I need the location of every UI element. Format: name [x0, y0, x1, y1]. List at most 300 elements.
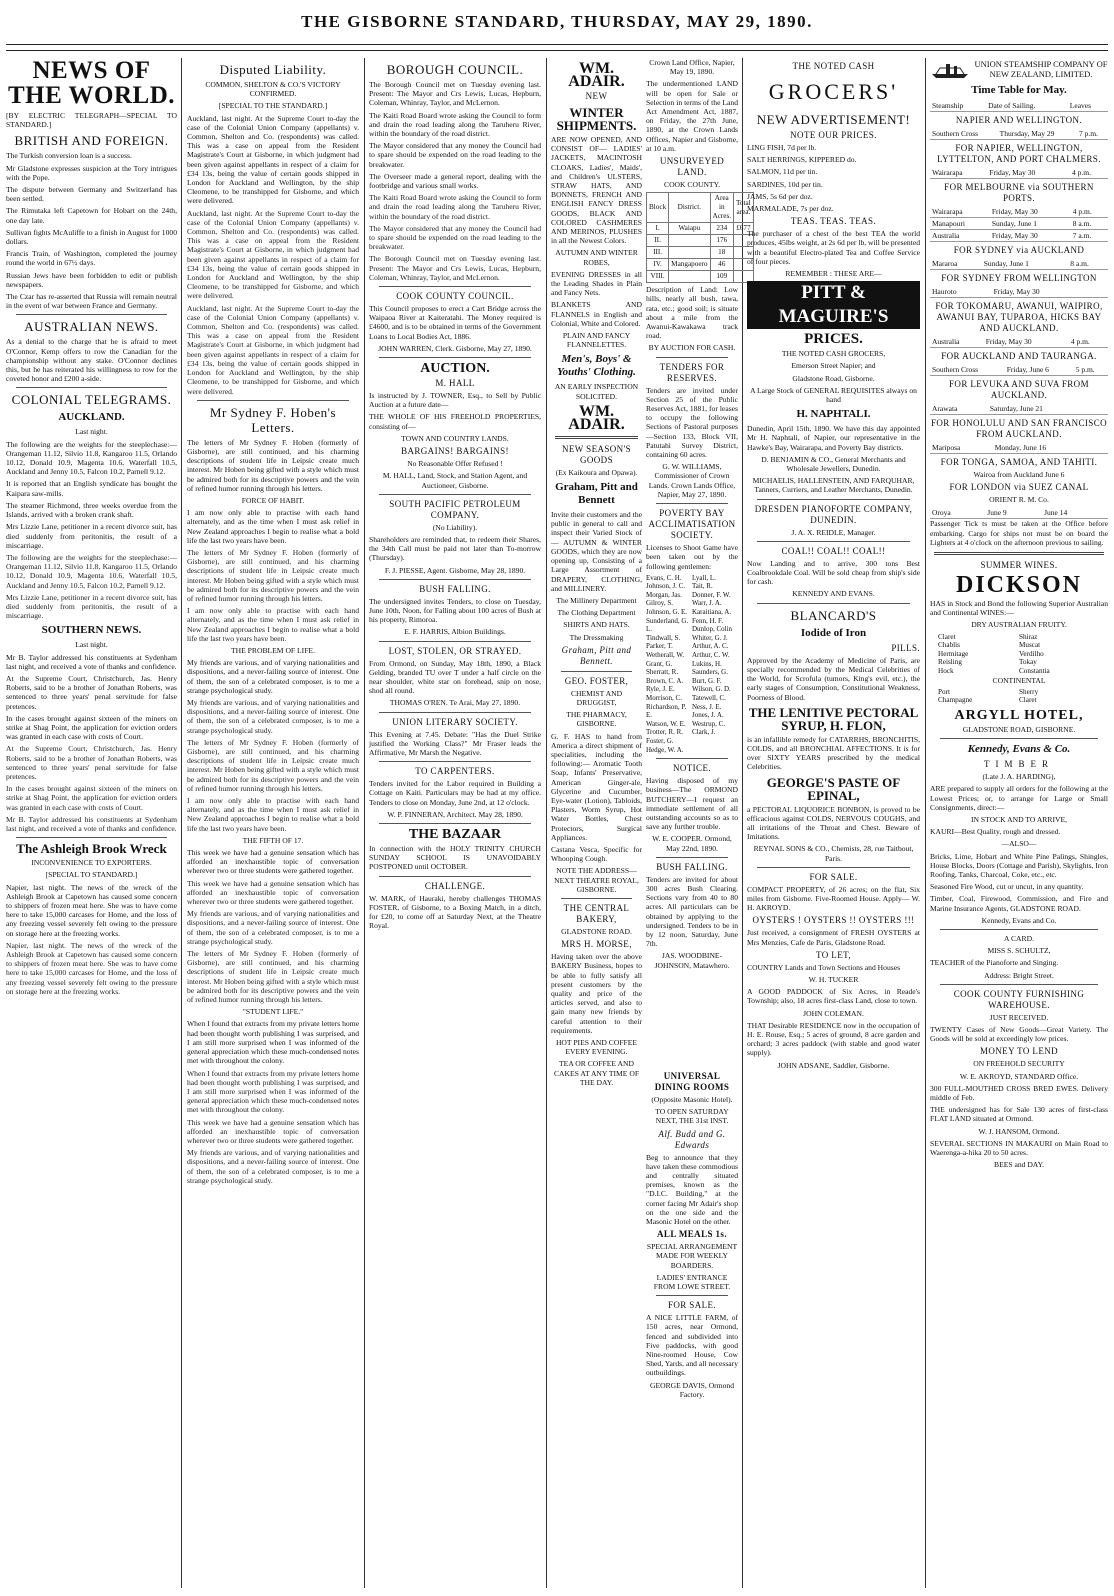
table-cell: Monday, June 16 — [993, 442, 1100, 454]
ad-heading: WINTER SHIPMENTS. — [556, 105, 637, 133]
ad-heading: GEO. FOSTER, — [564, 675, 629, 686]
ad-text: COUNTRY Lands and Town Sections and Houses — [747, 962, 901, 972]
list-item: Grant, G. — [646, 659, 673, 668]
list-item: Tindwall, S. — [646, 633, 681, 642]
ad-text: TEA OR COFFEE AND CAKES AT ANY TIME OF THE DAY. — [553, 1059, 640, 1087]
route-heading: FOR HONOLULU AND SAN FRANCISCO FROM AUCKLAND. — [930, 418, 1108, 439]
divider — [379, 641, 531, 642]
divider — [555, 436, 638, 439]
ad-text: TO OPEN SATURDAY NEXT, THE 31st INST. — [655, 1107, 729, 1126]
news-item: Last night. — [75, 427, 108, 437]
ad-heading: Alf. Budd and G. Edwards — [658, 1128, 726, 1150]
divider — [379, 286, 531, 287]
ad-subheading: (Opposite Masonic Hotel). — [651, 1095, 733, 1104]
subheading: FORCE OF HABIT. — [241, 495, 305, 505]
news-item: Mrs Lizzie Lane, petitioner in a recent divorce suit, has died suddenly from peritonitis, the result of a miscarriage. — [6, 522, 177, 550]
subheading: THE PROBLEM OF LIFE. — [231, 645, 315, 655]
ad-text: a PECTORAL LIQUORICE BONBON, is proved to be efficacious against COLDS, NERVOUS COUGHS, and all irritations of the Throat and Chest. Beware of Imitations. — [747, 804, 920, 842]
ad-signature: BEES and DAY. — [994, 1160, 1044, 1170]
list-item: Claret — [1019, 696, 1037, 705]
ad-text: Shareholders are reminded that, to redeem their Shares, the 34th Call must be paid not later than To-morrow (Thursday). — [369, 534, 541, 563]
table-cell: III. — [647, 247, 669, 259]
timetable — [930, 167, 1108, 179]
news-item: The Czar has re-asserted that Russia will remain neutral in the event of war between France and Germany. — [6, 292, 177, 311]
article-text: My friends are various, and of varying nationalities and dispositions, and a never-failing source of interest. One of them, the son of a celebrated composer, is to me a strange psychological study. — [187, 909, 359, 946]
ad-text: The Millinery Department — [556, 595, 637, 605]
table-cell: Mararoa — [930, 258, 982, 270]
column-divider — [364, 58, 365, 1588]
table-cell: I. — [647, 223, 669, 235]
list-item: Sherry — [1019, 687, 1039, 696]
table-row — [930, 218, 1108, 230]
table-cell: 176 — [710, 235, 734, 247]
price-item: LING FISH, 7d per lb. — [747, 143, 817, 152]
divider — [757, 541, 910, 542]
news-item: Mr B. Taylor addressed his constituents at Sydenham last night, and received a vote of thanks and confidence. — [6, 814, 177, 833]
ad-signature: Kennedy, Evans and Co. — [981, 915, 1057, 925]
ad-heading: OYSTERS ! OYSTERS !! OYSTERS !!! — [752, 915, 915, 926]
table-header-cell: Leaves — [1068, 100, 1108, 112]
price-item: SALMON, 11d per tin. — [747, 167, 818, 177]
ad-signature: M. HALL, Land, Stock, and Station Agent, and Auctioneer, Gisborne. — [382, 471, 528, 490]
news-item: Sullivan fights McAuliffe to a finish in August for 1000 dollars. — [6, 227, 177, 247]
ad-text: Having disposed of my business—The ORMOND BUTCHERY—I request an immediate settlement of all outstanding accounts so as to save any further trouble. — [646, 776, 738, 832]
divider — [757, 603, 910, 604]
table-header-cell: Total area. — [734, 193, 754, 223]
ad-signature: W. J. HANSOM, Ormond. — [978, 1126, 1060, 1136]
ad-heading: BUSH FALLING. — [656, 861, 728, 872]
ad-text: Seasoned Fire Wood, cut or uncut, in any quantity. — [930, 882, 1084, 892]
subcolumn-adair — [551, 58, 642, 1590]
ad-heading: COOK COUNTY FURNISHING WAREHOUSE. — [953, 988, 1085, 1010]
list-item: Lyall, L. — [692, 573, 716, 582]
table-cell: 8 a.m. — [1068, 258, 1108, 270]
table-row — [647, 259, 754, 271]
steamship-icon — [930, 58, 970, 80]
ad-text: BLANKETS AND FLANNELS in English and Colonial, White and Colored. — [551, 300, 642, 328]
ad-text: From Ormond, on Sunday, May 18th, 1890, a Black Gelding, branded TU over T under a half circle on the near shoulder, white star on forehead, snip on nose, shod all round. — [369, 658, 541, 696]
table-cell: Sunday, June 1 — [990, 218, 1071, 230]
ad-heading: THE LENITIVE PECTORAL SYRUP, H. FLON, — [748, 704, 919, 733]
ad-text: Timber, Coal, Firewood, Commission, and Fire and Marine Insurance Agents, GLADSTONE ROAD. — [930, 894, 1108, 913]
ad-heading: Men's, Boys' & Youths' Clothing. — [557, 353, 636, 379]
ad-signature: W. H. TUCKER — [808, 974, 859, 984]
column-divider — [925, 58, 926, 1588]
price-item: JAMS, 5s 6d per doz. — [747, 191, 813, 201]
ad-text: Just received, a consignment of FRESH OYSTERS at Mrs Menzies, Cafe de Paris, Gladstone Road. — [747, 928, 920, 947]
ad-heading: SOUTH PACIFIC PETROLEUM COMPANY. — [389, 498, 521, 520]
column-news-of-the-world — [6, 58, 177, 1590]
ad-heading: ALL MEALS 1s. — [657, 1229, 727, 1240]
ad-heading: NEW ADVERTISEMENT! — [756, 112, 911, 127]
news-item: The dispute between Germany and Switzerland has been settled. — [6, 185, 177, 204]
ad-text: Address: Bright Street. — [984, 970, 1054, 980]
table-cell — [1100, 403, 1108, 415]
table-cell: Manapouri — [930, 218, 990, 230]
ad-signature: W. P. FINNERAN, Architect. May 28, 1890. — [387, 809, 523, 819]
divider — [934, 552, 1104, 555]
route-note: Wairoa from Auckland June 6 — [973, 470, 1065, 479]
list-item: Ness, J. E. — [692, 702, 722, 711]
table-cell — [1100, 442, 1108, 454]
timetable — [930, 336, 1108, 348]
table-cell: 4 p.m. — [1070, 167, 1108, 179]
list-item: Port — [938, 687, 950, 696]
ad-heading: FOR SALE. — [667, 1300, 717, 1311]
ad-heading: PRICES. — [804, 331, 863, 348]
table-cell: 18 — [710, 247, 734, 259]
ad-subheading: JUST RECEIVED. — [989, 1012, 1049, 1022]
byline: [BY ELECTRIC TELEGRAPH—SPECIAL TO STANDARD.] — [6, 111, 177, 130]
special-note: [SPECIAL TO STANDARD.] — [45, 870, 138, 880]
table-row — [647, 247, 754, 259]
news-item: In the cases brought against sixteen of the miners on strike at Shag Point, the application for eviction orders was granted in each case with costs of Court. — [6, 784, 177, 812]
list-item: Brown, C. A. — [646, 676, 684, 685]
list-item: Hedge, W. A. — [646, 745, 684, 754]
ad-heading: UNSURVEYED LAND. — [659, 156, 725, 178]
route-heading: FOR AUCKLAND AND TAURANGA. — [941, 351, 1097, 361]
masthead: THE GISBORNE STANDARD, THURSDAY, MAY 29, 1890. — [301, 12, 813, 31]
licensee-list — [646, 574, 738, 754]
wine-list-a — [938, 688, 1019, 705]
list-item: Reisling — [938, 658, 962, 667]
article-text: This week we have had a genuine sensation which has afforded an inexhaustible topic of conversation wherever two or three students were gathered together. — [187, 848, 359, 876]
ad-text: The Clothing Department — [557, 608, 636, 618]
table-cell: Oroya — [930, 507, 985, 519]
ad-text: Castana Vesca, Specific for Whooping Cough. — [551, 844, 642, 864]
ad-signature: GEORGE DAVIS, Ormond Factory. — [649, 1380, 735, 1399]
table-cell: Friday, May 30 — [990, 230, 1071, 242]
timetable — [930, 442, 1108, 454]
table-header-row — [647, 193, 754, 223]
ad-heading: MISS S. SCHULTZ, — [987, 946, 1051, 956]
section-heading: AUSTRALIAN NEWS. — [24, 319, 159, 335]
ad-heading: MONEY TO LEND — [979, 1046, 1059, 1057]
divider — [940, 738, 1098, 739]
ad-heading: POVERTY BAY ACCLIMATISATION SOCIETY. — [648, 508, 736, 541]
ad-heading: FOR SALE. — [809, 871, 858, 882]
list-item: Watson, W. E. — [646, 719, 686, 728]
column-divider — [181, 58, 182, 1588]
news-item: Russian Jews have been forbidden to edit or publish newspapers. — [6, 270, 177, 289]
list-item: Tatewell, C. — [692, 694, 726, 703]
ad-subheading: TEAS. TEAS. TEAS. — [790, 216, 877, 227]
divider — [656, 758, 728, 759]
list-item: Karaitiana, A. — [692, 608, 732, 617]
divider — [379, 579, 531, 580]
ad-subheading: BY AUCTION FOR CASH. — [648, 343, 736, 353]
ad-subheading: GLADSTONE ROAD. — [561, 926, 632, 936]
ad-heading: WM. ADAIR. — [568, 402, 625, 433]
ad-heading: AUCTION. — [420, 361, 490, 377]
ad-signature: W. E. COOPER. Ormond, May 22nd, 1890. — [652, 834, 732, 853]
ad-heading: NOTICE. — [672, 763, 712, 774]
article-text: The letters of Mr Sydney F. Hoben (formerly of Gisborne), are still continued, and his charming descriptions of student life in Leipsic create much interest. Mr Hoben being gifted with a style which must be admired both for its descriptive powers and the vein of refined humor running through his letters. — [187, 737, 359, 793]
ad-subheading: M. HALL — [435, 378, 475, 389]
ad-subheading: Crown Land Office, Napier, May 19, 1890. — [649, 58, 735, 77]
article-text: I am now only able to practise with each hand alternately, and as the time when I must ask relief in New Zealand approaches I begin to realise what a bold life the last two years have been. — [187, 508, 359, 545]
news-item: The following are the weights for the steeplechase:—Orangeman 11.12, Silvio 11.8, Kangaroo 11.5, Orlando 10.12, Donald 10.9, Magenta 10.6, Waterfall 10.5, Auckland and Jenny 10.5, Falcon 10.2, Parnell 9.12. — [6, 439, 177, 477]
news-item: At the Supreme Court, Christchurch, Jas. Henry Roberts, said to be a brother of Jonathan Roberts, was sentenced to three years' penal servitude for false pretences. — [6, 673, 177, 711]
list-item: Parker, T. — [646, 642, 673, 651]
ad-heading: UNION LITERARY SOCIETY. — [392, 716, 518, 727]
route-heading: FOR MELBOURNE via SOUTHERN PORTS. — [944, 182, 1094, 203]
ad-text: A GOOD PADDOCK of Six Acres, in Reade's Township; also, 18 acres first-class Land, close to town. — [747, 987, 920, 1006]
union-header — [930, 58, 1108, 80]
list-item: Fenn, H. F. — [692, 616, 724, 625]
wine-list-b — [1019, 688, 1100, 705]
table-cell: 234 — [710, 223, 734, 235]
subsection-heading: AUCKLAND. — [58, 411, 125, 424]
table-row — [930, 258, 1108, 270]
wine-list-continental — [930, 688, 1108, 705]
article-text: The letters of Mr Sydney F. Hoben (formerly of Gisborne), are still continued, and his charming descriptions of student life in Leipsic create much interest. Mr Hoben being gifted with a style which must be admired both for its descriptive powers and the vein of refined humor running through his letters. — [187, 547, 359, 603]
ad-subheading: THE PHARMACY, GISBORNE. — [566, 710, 627, 729]
table-cell — [1099, 286, 1108, 298]
divider — [379, 357, 531, 358]
ad-subheading: COOK COUNTY. — [664, 180, 720, 190]
ad-signature: JOHN COLEMAN. — [803, 1008, 864, 1018]
ad-text: Tenders are invited under Section 25 of the Public Reserves Act, 1881, for leases to occupy the following Sections of Pastoral purposes—Section 133, Block VII, Patutahi Survey District, containing 60 acres. — [646, 385, 738, 460]
news-item: The following are the weights for the steeplechase:—Orangeman 11.12, Silvio 11.8, Kangaroo 11.5, Orlando 10.12, Donald 10.9, Magenta 10.6, Waterfall 10.5, Auckland and Jenny 10.5, Falcon 10.2, Parnell 9.12. — [6, 552, 177, 590]
column-divider — [546, 58, 547, 1588]
ad-text: TOWN AND COUNTRY LANDS. — [401, 433, 509, 443]
column-grocers — [747, 58, 920, 1590]
ad-text: TWENTY Cases of New Goods—Great Variety. The Goods will be sold at exceedingly low prices. — [930, 1025, 1108, 1044]
ad-text: Dunedin, April 15th, 1890. We have this day appointed Mr H. Naphtali, of Napier, our representative in the Hawke's Bay, Wairarapa, and Poverty Bay districts. — [747, 424, 920, 452]
divider — [656, 1295, 728, 1296]
column-divider — [742, 58, 743, 1588]
ad-text: TEACHER of the Pianoforte and Singing. — [930, 958, 1059, 968]
article-text: The letters of Mr Sydney F. Hoben (formerly of Gisborne), are still continued, and his charming descriptions of student life in Leipsic create much interest. Mr Hoben being gifted with a style which must be admired both for its descriptive powers and the vein of refined humor running through his letters. — [187, 437, 359, 493]
ad-heading: BLANCARD'S — [790, 607, 877, 623]
news-item: Mrs Lizzie Lane, petitioner in a recent divorce suit, has died suddenly from peritonitis, the result of a miscarriage. — [6, 592, 177, 621]
list-item: Hock — [938, 667, 954, 675]
ad-signature: W. E. AKROYD, STANDARD Office. — [959, 1071, 1079, 1081]
article-text: Auckland, last night. At the Supreme Court to-day the case of the Colonial Union Company (appellants) v. Common, Shelton and Co. (respondents) was called. This was a case on appeal from the Resident Magistrate's Court at Gisborne, in which judgment had been given against appellants in respect of a claim for £34 13s, being the value of certain goods shipped in London for Auckland and Wellington, by the ship Cleomene, to be transhipped for Gisborne, and which were delivered. — [187, 303, 359, 396]
article-text: Auckland, last night. At the Supreme Court to-day the case of the Colonial Union Company (appellants) v. Common, Shelton and Co. (respondents) was called. This was a case on appeal from the Resident Magistrate's Court at Gisborne, in which judgment had been given against appellants in respect of a claim for £34 13s, being the value of certain goods shipped in London for Auckland and Wellington, by the ship Cleomene, to be transhipped for Gisborne, and which were delivered. — [187, 208, 359, 301]
divider — [656, 857, 728, 858]
article-text: The Borough Council met on Tuesday evening last. Present: The Mayor and Crs Lewis, Lucas, Hepburn, Coleman, Whinray, Taylor, and McLernon. — [369, 80, 541, 108]
table-cell: Sunday, June 1 — [982, 258, 1069, 270]
route-heading: FOR LONDON via SUEZ CANAL — [949, 482, 1089, 493]
ad-heading: WM. ADAIR. — [568, 60, 625, 90]
ad-text: Description of Land: Low hills, nearly all bush, tawa, rata, etc.; good soil; is situate about a mile from the Awanui-Kawakawa track road. — [646, 285, 738, 341]
table-cell: June 9 — [985, 507, 1042, 519]
ad-signature: D. BENJAMIN & CO., General Merchants and Wholesale Jewellers, Dunedin. — [761, 454, 906, 474]
table-row — [930, 167, 1108, 179]
ad-text: HAS in Stock and Bond the following Superior Australian and Continental WINES:— — [930, 599, 1108, 618]
article-text: The letters of Mr Sydney F. Hoben (formerly of Gisborne), are still continued, and his charming descriptions of student life in Leipsic create much interest. Mr Hoben being gifted with a style which must be admired both for its descriptive powers and the vein of refined humor running through his letters. — [187, 949, 359, 1005]
subheading: "STUDENT LIFE." — [242, 1007, 304, 1017]
list-item: Johnson, J. C. — [646, 582, 686, 591]
ad-text: G. F. HAS to hand from America a direct shipment of specialities, including the following:— Aromatic Tooth Soap, Infants' Preservative, American Ginger-ale, Glycerine and Cucumber, Eye-water (Lotion), Tabloids, Plasters, Worm Syrup, Hot Water Bottles, Chest Protectors, Surgical Appliances. — [551, 731, 642, 842]
table-row — [930, 336, 1108, 348]
ad-heading: TO CARPENTERS. — [415, 766, 495, 777]
article-text: When I found that extracts from my private letters home had been thought worth publishing I was surprised, and I am still more surprised when I was informed of the general appreciation which these much-condensed notes met with throughout the colony. — [187, 1068, 359, 1115]
ad-heading: DICKSON — [955, 572, 1083, 599]
ad-text: Tenders invited for the Labor required in Building a Cottage on Kaiti. Particulars may be had at my office. Tenders to close on Monday, June 2nd, at 12 o'clock. — [369, 779, 541, 807]
section-title: BOROUGH COUNCIL. — [386, 62, 524, 77]
route-heading: FOR TOKOMARU, AWANUI, WAIPIRO, AWANUI BAY, TUPAROA, HICKS BAY AND AUCKLAND. — [935, 301, 1103, 333]
news-item: As a denial to the charge that he is afraid to meet O'Connor, Kemp offers to row the Canadian for the championship without any stake. O'Connor declines this, but he has reiterated his willingness to row for the coveted honor and £200 a-side. — [6, 337, 177, 384]
ad-text: AUTUMN AND WINTER ROBES, — [555, 248, 638, 267]
ad-text: SHIRTS AND HATS. — [563, 620, 630, 630]
ad-signature: THOMAS O'REN. Te Arai, May 27, 1890. — [389, 698, 521, 708]
news-item: The Turkish conversion loan is a success. — [6, 151, 132, 161]
news-item: At the Supreme Court, Christchurch, Jas. Henry Roberts, said to be a brother of Jonathan Roberts, was sentenced to three years' penal servitude for false pretences. — [6, 744, 177, 781]
ad-heading: UNION STEAMSHIP COMPANY OF NEW ZEALAND, LIMITED. — [974, 59, 1108, 79]
list-item: Burt, G. F. — [692, 676, 722, 685]
ad-heading: Iodide of Iron — [800, 626, 867, 639]
ad-text: Passenger Tick ts must be taken at the Office before embarking. Cargo for ships not must be on board the Lighters at 4 o'clock on the afternoon previous to sailing. — [930, 519, 1108, 547]
table-header-cell: Date of Sailing. — [986, 100, 1068, 112]
ad-subheading: IN STOCK AND TO ARRIVE, — [971, 815, 1067, 824]
table-cell: Arawata — [930, 403, 988, 415]
table-cell — [669, 247, 710, 259]
article-text: Napier, last night. The news of the wreck of the Ashleigh Brook at Capetown has caused some concern to shippers of frozen meat here. She was to have come here to take 15,000 carcases for Home, and the loss of any freezing vessel severely felt owing to the pressure on storage here at the freezing works. — [6, 882, 177, 938]
ad-text: Having taken over the above BAKERY Business, hopes to be able to fully satisfy all present customers by the quality and price of the articles served, and also to gain many new friends by careful attention to their requirements. — [551, 952, 642, 1035]
ad-text: Gladstone Road, Gisborne. — [792, 373, 875, 383]
list-item: Westrup, C. — [692, 719, 726, 728]
route-heading: FOR TONGA, SAMOA, AND TAHITI. — [940, 457, 1098, 467]
ad-heading: MRS H. MORSE, — [561, 939, 632, 950]
ad-heading: TO LET, — [816, 949, 851, 960]
table-row — [930, 403, 1108, 415]
article-text: The Mayor considered that any money the Council had to spare should be expended on the road leading to the breakwater. — [369, 223, 541, 252]
timetable — [930, 258, 1108, 270]
ad-heading: ARGYLL HOTEL, — [954, 707, 1084, 723]
column-shipping — [930, 58, 1108, 1590]
ad-signature: JOHN ADSANE, Saddler, Gisborne. — [777, 1060, 890, 1070]
table-cell: Friday, May 30 — [992, 286, 1100, 298]
ad-text: Is instructed by J. TOWNER, Esq., to Sell by Public Auction at a future date— — [369, 391, 541, 410]
table-cell — [669, 271, 710, 283]
ad-heading: UNIVERSAL DINING ROOMS — [654, 1071, 730, 1092]
list-item: Tait, R. — [692, 582, 713, 591]
list-item: Warr, J. A. — [692, 599, 722, 608]
news-item: Last night. — [75, 640, 108, 650]
section-heading: The Ashleigh Brook Wreck — [16, 841, 167, 857]
article-text: Auckland, last night. At the Supreme Court to-day the case of the Colonial Union Company (appellants) v. Common, Shelton and Co. (respondents) was called. This was a case on appeal from the Resident Magistrate's Court at Gisborne, in which judgment had been given against appellants in respect of a claim for £34 13s, being the value of certain goods shipped in London for Auckland and Wellington, by the ship Cleomene, to be transhipped for Gisborne, and which were delivered. — [187, 113, 359, 206]
special-note: [SPECIAL TO THE STANDARD.] — [218, 101, 328, 111]
section-title: Disputed Liability. — [219, 62, 327, 77]
ad-text: LADIES' ENTRANCE FROM LOWE STREET. — [653, 1272, 731, 1292]
ad-text: KAURI—Best Quality, rough and dressed. — [930, 827, 1061, 837]
news-item: Mr Gladstone expresses suspicion at the Tory intrigues with the Pope. — [6, 163, 177, 182]
licensee-list-a — [646, 574, 692, 754]
table-cell — [669, 235, 710, 247]
ad-text: is an infallible remedy for CATARRHS, BRONCHITIS, COLDS, and all BRONCHIAL AFFECTIONS. It is for over SIXTY YEARS prescribed by the medical Celebrities. — [747, 734, 920, 772]
masthead-rule — [6, 44, 1108, 45]
ad-text: AN EARLY INSPECTION SOLICITED. — [554, 382, 639, 401]
article-text: The Overseer made a general report, dealing with the footbridge and various small works. — [369, 171, 541, 191]
ad-subheading: NEW SEASON'S GOODS — [561, 443, 631, 465]
news-item: The steamer Richmond, three weeks overdue from the Islands, arrived with a broken crank shaft. — [6, 500, 177, 520]
list-item: Verdilho — [1019, 649, 1044, 658]
ad-heading: GEORGE'S PASTE OF EPINAL, — [766, 774, 901, 803]
table-cell: 7 p.m. — [1077, 128, 1108, 140]
table-cell: 5 p.m. — [1074, 364, 1108, 376]
news-item: Mr B. Taylor addressed his constituents at Sydenham last night, and received a vote of thanks and confidence. — [6, 652, 177, 671]
section-heading: BRITISH AND FOREIGN. — [14, 133, 169, 149]
article-text: The Borough Council met on Tuesday evening last. Present: The Mayor and Crs Lewis, Lucas, Hepburn, Coleman, Whinray, Taylor, and McLernon. — [369, 254, 541, 282]
list-item: Wilson, G. D. — [692, 685, 731, 694]
ad-text: Invite their customers and the public in general to call and inspect their Varied Stock of— AUTUMN & WINTER GOODS, which they are now opening up, Consisting of a Large Assortment of DRAPERY, CLOTHING, and MILLINERY. — [551, 510, 642, 593]
section-heading: COLONIAL TELEGRAMS. — [11, 392, 172, 408]
ad-text: This Council proposes to erect a Cart Bridge across the Waipaoa River at Kaiteratahi. The Money required is £4600, and is to be obtained in terms of the Government Loans to Local Bodies Act, 1886. — [369, 304, 541, 341]
ad-text: Bricks, Lime, Hobart and White Pine Palings, Shingles, House Blocks, Doors (Cottage and Parish), Skylights, Iron Roofing, Tanks, Charcoal, Coke, etc., etc. — [930, 851, 1109, 880]
subheading: COMMON, SHELTON & CO.'S VICTORY CONFIRMED. — [205, 80, 341, 99]
route-heading: FOR LEVUKA AND SUVA FROM AUCKLAND. — [949, 379, 1089, 400]
list-item: Muscat — [1019, 641, 1041, 650]
ad-heading: THE BAZAAR — [408, 826, 502, 842]
list-item: Arthur, A. C. — [692, 642, 729, 651]
divider — [757, 867, 910, 868]
timetable — [930, 100, 1108, 112]
list-item: Dunlop, Colin — [692, 625, 733, 634]
table-cell: II. — [647, 235, 669, 247]
ad-text: Emerson Street Napier; and — [791, 361, 876, 371]
ad-heading: THE NOTED CASH — [792, 61, 875, 71]
ad-text: W. MARK, of Hauraki, hereby challenges THOMAS FOSTER, of Gisborne, to a Boxing Match, in a ditch, for £20, to come off at Saturday Next, at the Theatre Royal. — [369, 893, 541, 931]
divider — [379, 494, 531, 495]
table-row — [930, 206, 1108, 218]
list-item: Constantia — [1019, 667, 1050, 675]
ad-heading: CHALLENGE. — [424, 880, 486, 891]
table-row — [930, 364, 1108, 376]
ad-subheading: GLADSTONE ROAD, GISBORNE. — [962, 724, 1076, 734]
ad-signature: JOHN WARREN, Clerk. Gisborne, May 27, 1890. — [378, 343, 532, 353]
list-item: Hermitage — [938, 649, 969, 658]
list-item: Sunderland, G. L. — [646, 616, 689, 634]
ad-heading: GROCERS' — [768, 79, 899, 104]
list-item: Morgan, Jas. — [646, 590, 682, 599]
table-cell: 4 p.m. — [1071, 206, 1108, 218]
divider — [757, 499, 910, 500]
ad-text: A Large Stock of GENERAL REQUISITES always on hand — [750, 385, 917, 405]
table-row — [930, 286, 1108, 298]
table-cell: VIII. — [647, 271, 669, 283]
divider — [16, 837, 167, 838]
ad-subheading: NEW — [585, 91, 608, 101]
table-cell: Southern Cross — [930, 364, 1005, 376]
wine-list — [930, 633, 1108, 676]
ad-text: (Late J. A. HARDING), — [982, 772, 1056, 782]
divider — [379, 876, 531, 877]
article-text: This week we have had a genuine sensation which has afforded an inexhaustible topic of conversation wherever two or three students were gathered together. — [187, 1117, 359, 1145]
subheading: THE FIFTH OF 17. — [242, 835, 304, 845]
table-header-cell: Steamship — [930, 100, 986, 112]
table-cell: Australia — [930, 230, 990, 242]
divider — [379, 712, 531, 713]
price-item: SARDINES, 10d per tin. — [747, 179, 823, 189]
divider — [940, 984, 1098, 985]
table-cell: £677 — [734, 223, 754, 235]
ad-heading: COOK COUNTY COUNCIL. — [396, 291, 514, 302]
subcolumn-dining-rooms — [646, 1068, 738, 1590]
ad-heading: PILLS. — [891, 642, 920, 653]
timetable — [930, 403, 1108, 415]
ad-signature: F. J. PIESSE, Agent. Gisborne, May 28, 1890. — [384, 565, 526, 575]
timetable — [930, 206, 1108, 242]
licensee-list-b — [692, 574, 738, 754]
table-header-cell: Area in Acres. — [710, 193, 734, 223]
article-text: This week we have had a genuine sensation which has afforded an inexhaustible topic of conversation wherever two or three students were gathered together. — [187, 878, 359, 907]
price-item: SALT HERRINGS, KIPPERED do. — [747, 155, 857, 165]
section-title: NEWS OF THE WORLD. — [7, 57, 176, 109]
list-item: Arthur, C. W. — [692, 651, 730, 660]
